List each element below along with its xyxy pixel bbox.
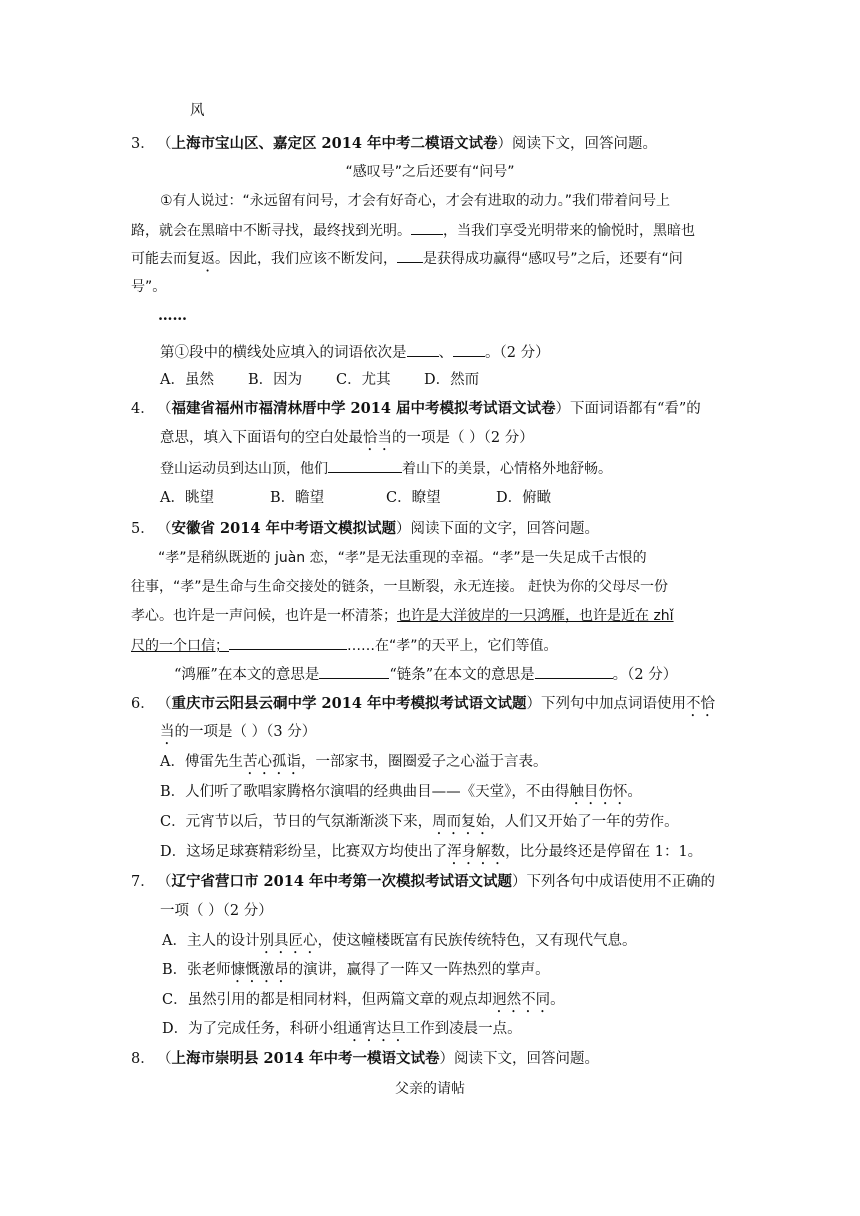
q5-text-line2: 往事，“孝”是生命与生命交接处的链条，一旦断裂，永无连接。 赶快为你的父母尽一份 xyxy=(131,579,668,595)
dotted-word: 不恰 xyxy=(685,696,715,712)
q5-underlined-text: 也许是大洋彼岸的一只鸿雁，也许是近在 zhǐ xyxy=(397,608,674,624)
q3-option-c: C．尤其 xyxy=(336,372,391,388)
blank-1 xyxy=(411,219,443,235)
q5-q-text: “鸿雁”在本文的意思是 xyxy=(174,667,320,683)
q7-option-b xyxy=(162,959,550,986)
dotted-word: 通宵达旦 xyxy=(347,1021,406,1037)
q5-text: ……在“孝”的天平上，它们等值。 xyxy=(347,638,558,654)
q8-header: （上海市崇明县 2014 年中考一模语文试卷）阅读下文，回答问题。 xyxy=(157,1050,599,1067)
q7-source: 辽宁省营口市 2014 年中考第一次模拟考试语文试题 xyxy=(171,873,512,890)
dotted-char: 当 xyxy=(160,724,175,740)
q3-option-d: D．然而 xyxy=(424,372,480,388)
q7-option-d xyxy=(162,1018,522,1045)
blank-5 xyxy=(328,457,402,473)
q3-para-line1: ①有人说过：“永远留有问号，才会有好奇心，才会有进取的动力。”我们带着问号上 xyxy=(160,193,671,209)
q7-text: 。 xyxy=(550,992,565,1008)
q7-number: 7． xyxy=(131,874,155,890)
q6-text: D．这场足球赛精彩纷呈，比赛双方均使出了 xyxy=(160,844,448,860)
q3-source: 上海市宝山区、嘉定区 2014 年中考二模语文试卷 xyxy=(171,135,498,152)
q6-header: （重庆市云阳县云硐中学 2014 年中考模拟考试语文试题）下列句中加点词语使用不恰 xyxy=(157,695,715,712)
q6-option-a xyxy=(160,751,547,778)
q5-source: 安徽省 2014 年中考语文模拟试题 xyxy=(171,520,396,537)
q5-q-text: “链条”在本文的意思是 xyxy=(389,667,535,683)
q7-text: 的演讲，赢得了一阵又一阵热烈的掌声。 xyxy=(288,962,550,978)
dotted-word: 慷慨激昂 xyxy=(230,962,289,978)
q4-sentence xyxy=(160,457,612,480)
q6-option-b xyxy=(160,781,642,808)
q6-option-d xyxy=(160,841,702,868)
dotted-word: 浑身解数 xyxy=(447,844,506,860)
q7-text: 工作到凌晨一点。 xyxy=(405,1021,522,1037)
q6-text: ，比分最终还是停留在 1：1。 xyxy=(505,844,703,860)
q4-header: （福建省福州市福清林厝中学 2014 届中考模拟考试语文试卷）下面词语都有“看”的 xyxy=(157,400,701,417)
q4-text: 的一项是（ ）（2 分） xyxy=(392,430,534,446)
q4-line2 xyxy=(160,427,534,454)
q4-option-d: D．俯瞰 xyxy=(496,490,552,506)
dotted-word: 别具匠心 xyxy=(259,933,318,949)
q3-para-line2 xyxy=(131,219,695,242)
dotted-word: 迥然不同 xyxy=(492,992,551,1008)
q4-text: 意思，填入下面语句的空白处最 xyxy=(160,430,363,446)
q3-prompt-text: 第①段中的横线处应填入的词语依次是 xyxy=(160,345,407,361)
q6-text: ，人们又开始了一年的劳作。 xyxy=(490,814,679,830)
q4-option-a: A．眺望 xyxy=(160,490,214,506)
q3-text: 。因此，我们应该不断发问， xyxy=(215,251,397,267)
blank-2 xyxy=(397,247,423,263)
q5-text-line3 xyxy=(131,605,674,627)
q6-source: 重庆市云阳县云硐中学 2014 年中考模拟考试语文试题 xyxy=(171,695,527,712)
q4-text: 登山运动员到达山顶，他们 xyxy=(160,461,328,477)
dotted-word: 触目伤怀 xyxy=(569,784,628,800)
q4-text: 着山下的美景，心情格外地舒畅。 xyxy=(402,461,612,477)
q7-tail: 下列各句中成语使用不正确的 xyxy=(526,874,715,890)
q3-text: 可能去而复 xyxy=(131,251,201,267)
blank-6 xyxy=(229,634,347,650)
q5-header: （安徽省 2014 年中考语文模拟试题）阅读下面的文字，回答问题。 xyxy=(157,520,599,537)
q8-tail: 阅读下文，回答问题。 xyxy=(453,1051,599,1067)
q4-tail: 下面词语都有“看”的 xyxy=(569,401,701,417)
q5-q-text: 。（2 分） xyxy=(612,667,678,683)
q3-text: 是获得成功赢得“感叹号”之后，还要有“问 xyxy=(423,251,683,267)
q4-number: 4． xyxy=(131,401,155,417)
q6-text: C．元宵节以后，节日的气氛渐渐淡下来， xyxy=(160,814,433,830)
q3-option-a: A．虽然 xyxy=(160,372,214,388)
q5-underlined-text: 尺的一个口信； xyxy=(131,638,229,654)
q8-title: 父亲的请帖 xyxy=(395,1081,465,1097)
q7-text: ，使这幢楼既富有民族传统特色，又有现代气息。 xyxy=(317,933,637,949)
top-fragment: 风 xyxy=(190,103,205,119)
dotted-word: 周而复始 xyxy=(432,814,491,830)
q7-text: D．为了完成任务，科研小组 xyxy=(162,1021,348,1037)
blank-4 xyxy=(453,341,485,357)
q3-text: ，当我们享受光明带来的愉悦时，黑暗也 xyxy=(443,223,695,239)
q4-options xyxy=(160,487,551,509)
q8-source: 上海市崇明县 2014 年中考一模语文试卷 xyxy=(171,1050,440,1067)
q3-para-line4: 号”。 xyxy=(131,279,167,295)
q7-text: A．主人的设计 xyxy=(162,933,260,949)
q3-ellipsis: …… xyxy=(158,307,187,324)
q3-prompt-sep: 、 xyxy=(438,345,453,361)
q5-text-line4 xyxy=(131,634,558,657)
q3-title: “感叹号”之后还要有“问号” xyxy=(345,164,515,180)
q6-option-c xyxy=(160,811,679,838)
q7-text: B．张老师 xyxy=(162,962,231,978)
blank-7 xyxy=(319,663,389,679)
blank-3 xyxy=(407,341,439,357)
q8-number: 8． xyxy=(131,1051,155,1067)
q6-text: B．人们听了歌唱家腾格尔演唱的经典曲目——《天堂》，不由得 xyxy=(160,784,570,800)
blank-8 xyxy=(535,663,613,679)
q3-number: 3． xyxy=(131,136,155,152)
q4-source: 福建省福州市福清林厝中学 2014 届中考模拟考试语文试卷 xyxy=(171,400,556,417)
q5-tail: 阅读下面的文字，回答问题。 xyxy=(410,521,599,537)
q7-option-a xyxy=(162,930,636,957)
q7-header: （辽宁省营口市 2014 年中考第一次模拟考试语文试题）下列各句中成语使用不正确的 xyxy=(157,873,715,890)
q5-text: 孝心。也许是一声问候，也许是一杯清茶； xyxy=(131,608,397,624)
dotted-char: 返 xyxy=(201,251,215,267)
dotted-word: 苦心孤诣 xyxy=(242,754,301,770)
q3-text: 路，就会在黑暗中不断寻找，最终找到光明。 xyxy=(131,223,411,239)
q6-text: ，一部家书，圈圈爱子之心溢于言表。 xyxy=(300,754,548,770)
dotted-word: 恰当 xyxy=(363,430,392,446)
q5-question xyxy=(174,663,677,686)
q5-text-line1: “孝”是稍纵既逝的 juàn 恋，“孝”是无法重现的幸福。“孝”是一失足成千古恨的 xyxy=(158,550,647,566)
q7-text: C．虽然引用的都是相同材料，但两篇文章的观点却 xyxy=(162,992,493,1008)
q6-tail: 下列句中加点词语使用 xyxy=(540,696,686,712)
q3-para-line3 xyxy=(131,247,683,275)
q7-line2: 一项（ ）（2 分） xyxy=(160,903,273,919)
q4-option-c: C．瞭望 xyxy=(386,490,441,506)
q3-header: （上海市宝山区、嘉定区 2014 年中考二模语文试卷）阅读下文，回答问题。 xyxy=(157,135,657,152)
q3-tail: 阅读下文，回答问题。 xyxy=(511,136,657,152)
q3-prompt xyxy=(160,341,550,364)
q7-option-c xyxy=(162,989,565,1016)
q6-line2 xyxy=(160,721,316,748)
q4-option-b: B．瞻望 xyxy=(270,490,325,506)
q3-options xyxy=(160,369,479,391)
q3-prompt-end: 。（2 分） xyxy=(485,345,550,361)
q6-text: A．傅雷先生 xyxy=(160,754,243,770)
q6-text: 的一项是（ ）（3 分） xyxy=(174,724,317,740)
q5-number: 5． xyxy=(131,521,155,537)
q3-option-b: B．因为 xyxy=(248,372,303,388)
q6-number: 6． xyxy=(131,696,155,712)
q6-text: 。 xyxy=(627,784,642,800)
